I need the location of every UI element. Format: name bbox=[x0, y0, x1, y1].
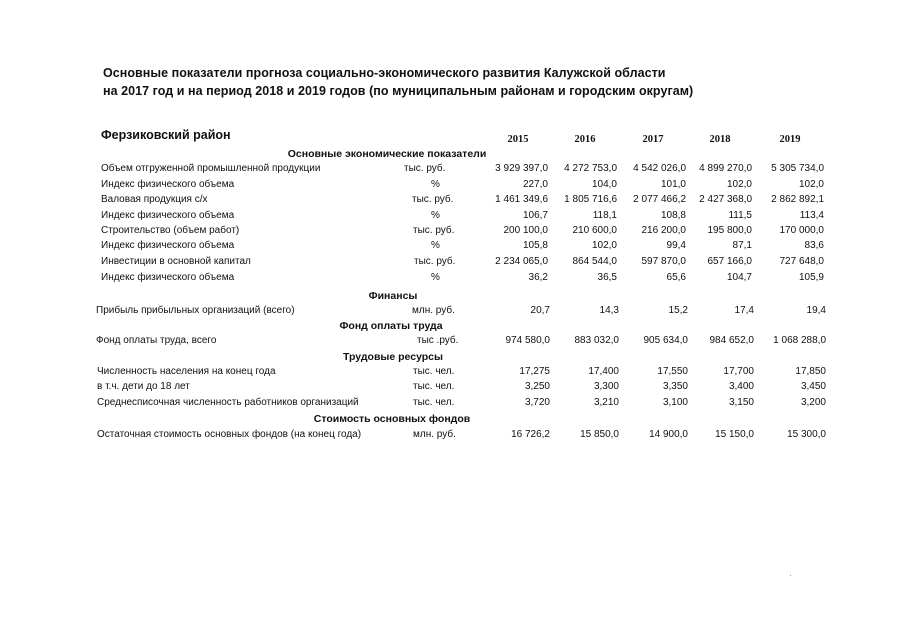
table-row bbox=[0, 163, 905, 176]
value-2016: 3,300 bbox=[593, 381, 619, 392]
value-2017: 99,4 bbox=[666, 240, 686, 251]
value-2017: 216 200,0 bbox=[641, 225, 686, 236]
value-2019: 102,0 bbox=[798, 179, 824, 190]
document-title-line-1: Основные показатели прогноза социально-экономического развития Калужской области bbox=[103, 66, 666, 80]
row-label: Индекс физического объема bbox=[101, 272, 235, 283]
value-2018: 111,5 bbox=[728, 210, 752, 221]
value-2019: 3,450 bbox=[800, 381, 826, 392]
value-2019: 170 000,0 bbox=[779, 225, 824, 236]
value-2019: 1 068 288,0 bbox=[773, 335, 826, 346]
value-2018: 984 652,0 bbox=[709, 335, 754, 346]
row-label: Фонд оплаты труда, всего bbox=[96, 335, 217, 346]
value-2017: 65,6 bbox=[666, 272, 686, 283]
row-unit: % bbox=[431, 240, 440, 251]
value-2016: 1 805 716,6 bbox=[564, 194, 617, 205]
table-row bbox=[0, 225, 905, 238]
row-unit: тыс. руб. bbox=[413, 225, 455, 236]
value-2015: 3,720 bbox=[524, 397, 550, 408]
value-2018: 17,4 bbox=[734, 305, 754, 316]
table-row bbox=[0, 381, 905, 394]
value-2018: 2 427 368,0 bbox=[699, 194, 752, 205]
value-2016: 118,1 bbox=[592, 210, 617, 221]
value-2019: 17,850 bbox=[795, 366, 826, 377]
table-row bbox=[0, 210, 905, 223]
value-2017: 14 900,0 bbox=[649, 429, 688, 440]
value-2016: 102,0 bbox=[591, 240, 617, 251]
value-2016: 36,5 bbox=[597, 272, 617, 283]
value-2015: 106,7 bbox=[522, 210, 548, 221]
value-2017: 17,550 bbox=[657, 366, 688, 377]
value-2019: 19,4 bbox=[806, 305, 826, 316]
value-2016: 104,0 bbox=[591, 179, 617, 190]
row-unit: тыс .руб. bbox=[417, 335, 459, 346]
district-name: Ферзиковский район bbox=[101, 128, 231, 142]
table-row bbox=[0, 194, 905, 207]
value-2015: 36,2 bbox=[528, 272, 548, 283]
value-2015: 105,8 bbox=[522, 240, 548, 251]
value-2015: 16 726,2 bbox=[511, 429, 550, 440]
row-unit: тыс. руб. bbox=[404, 163, 446, 174]
value-2019: 3,200 bbox=[800, 397, 826, 408]
value-2016: 883 032,0 bbox=[574, 335, 619, 346]
value-2015: 227,0 bbox=[522, 179, 548, 190]
year-header-2018: 2018 bbox=[709, 134, 731, 145]
section-economic: Основные экономические показатели bbox=[287, 148, 487, 160]
value-2017: 3,100 bbox=[662, 397, 688, 408]
value-2018: 195 800,0 bbox=[707, 225, 752, 236]
value-2019: 83,6 bbox=[804, 240, 824, 251]
value-2018: 657 166,0 bbox=[707, 256, 752, 267]
value-2018: 104,7 bbox=[726, 272, 752, 283]
value-2016: 210 600,0 bbox=[572, 225, 617, 236]
value-2018: 17,700 bbox=[723, 366, 754, 377]
row-label: Численность населения на конец года bbox=[97, 366, 276, 377]
row-label: Прибыль прибыльных организаций (всего) bbox=[96, 305, 295, 316]
value-2018: 102,0 bbox=[726, 179, 752, 190]
value-2019: 727 648,0 bbox=[779, 256, 824, 267]
value-2019: 105,9 bbox=[798, 272, 824, 283]
section-labor: Трудовые ресурсы bbox=[342, 351, 444, 363]
row-label: Остаточная стоимость основных фондов (на конец года) bbox=[97, 429, 362, 440]
row-label: Объем отгруженной промышленной продукции bbox=[101, 163, 321, 174]
row-unit: тыс. чел. bbox=[413, 381, 455, 392]
document-title-line-2: на 2017 год и на период 2018 и 2019 годов (по муниципальным районам и городским округам) bbox=[103, 84, 694, 98]
table-row bbox=[0, 256, 905, 269]
year-header-2015: 2015 bbox=[507, 134, 529, 145]
row-unit: тыс. руб. bbox=[414, 256, 456, 267]
value-2018: 87,1 bbox=[732, 240, 752, 251]
table-row bbox=[0, 335, 905, 348]
row-label: в т.ч. дети до 18 лет bbox=[97, 381, 190, 392]
value-2019: 2 862 892,1 bbox=[771, 194, 824, 205]
value-2015: 3 929 397,0 bbox=[495, 163, 548, 174]
value-2016: 17,400 bbox=[588, 366, 619, 377]
row-label: Индекс физического объема bbox=[101, 240, 235, 251]
section-wages: Фонд оплаты труда bbox=[339, 320, 443, 332]
value-2016: 864 544,0 bbox=[572, 256, 617, 267]
row-unit: % bbox=[431, 179, 440, 190]
value-2016: 4 272 753,0 bbox=[564, 163, 617, 174]
table-row bbox=[0, 240, 905, 253]
value-2019: 113,4 bbox=[799, 210, 824, 221]
value-2017: 3,350 bbox=[662, 381, 688, 392]
value-2016: 15 850,0 bbox=[580, 429, 619, 440]
row-label: Инвестиции в основной капитал bbox=[101, 256, 251, 267]
year-header-2016: 2016 bbox=[574, 134, 596, 145]
row-unit: млн. руб. bbox=[413, 429, 456, 440]
value-2017: 4 542 026,0 bbox=[633, 163, 686, 174]
value-2016: 14,3 bbox=[599, 305, 619, 316]
row-unit: тыс. чел. bbox=[413, 397, 455, 408]
section-finance: Финансы bbox=[368, 290, 418, 302]
scan-speck bbox=[790, 575, 791, 576]
table-row bbox=[0, 179, 905, 192]
value-2019: 5 305 734,0 bbox=[771, 163, 824, 174]
value-2019: 15 300,0 bbox=[787, 429, 826, 440]
row-unit: % bbox=[431, 272, 440, 283]
row-unit: млн. руб. bbox=[412, 305, 455, 316]
value-2015: 200 100,0 bbox=[503, 225, 548, 236]
table-row bbox=[0, 305, 905, 318]
value-2017: 597 870,0 bbox=[641, 256, 686, 267]
value-2018: 15 150,0 bbox=[715, 429, 754, 440]
value-2015: 20,7 bbox=[530, 305, 550, 316]
value-2018: 3,400 bbox=[728, 381, 754, 392]
row-unit: % bbox=[431, 210, 440, 221]
row-label: Валовая продукция с/х bbox=[101, 194, 208, 205]
row-label: Среднесписочная численность работников организаций bbox=[97, 397, 359, 408]
table-row bbox=[0, 366, 905, 379]
row-unit: тыс. руб. bbox=[412, 194, 454, 205]
value-2018: 3,150 bbox=[728, 397, 754, 408]
year-header-2017: 2017 bbox=[642, 134, 664, 145]
value-2017: 101,0 bbox=[660, 179, 686, 190]
year-header-2019: 2019 bbox=[779, 134, 801, 145]
table-row bbox=[0, 272, 905, 285]
row-label: Индекс физического объема bbox=[101, 210, 235, 221]
row-unit: тыс. чел. bbox=[413, 366, 455, 377]
value-2015: 974 580,0 bbox=[505, 335, 550, 346]
value-2017: 15,2 bbox=[668, 305, 688, 316]
value-2017: 2 077 466,2 bbox=[633, 194, 686, 205]
row-label: Индекс физического объема bbox=[101, 179, 235, 190]
value-2016: 3,210 bbox=[593, 397, 619, 408]
row-label: Строительство (объем работ) bbox=[101, 225, 240, 236]
table-row bbox=[0, 429, 905, 442]
value-2015: 3,250 bbox=[524, 381, 550, 392]
value-2015: 1 461 349,6 bbox=[495, 194, 548, 205]
value-2017: 905 634,0 bbox=[643, 335, 688, 346]
value-2015: 17,275 bbox=[519, 366, 550, 377]
value-2015: 2 234 065,0 bbox=[495, 256, 548, 267]
value-2018: 4 899 270,0 bbox=[699, 163, 752, 174]
table-row bbox=[0, 397, 905, 410]
section-assets: Стоимость основных фондов bbox=[313, 413, 471, 425]
value-2017: 108,8 bbox=[660, 210, 686, 221]
